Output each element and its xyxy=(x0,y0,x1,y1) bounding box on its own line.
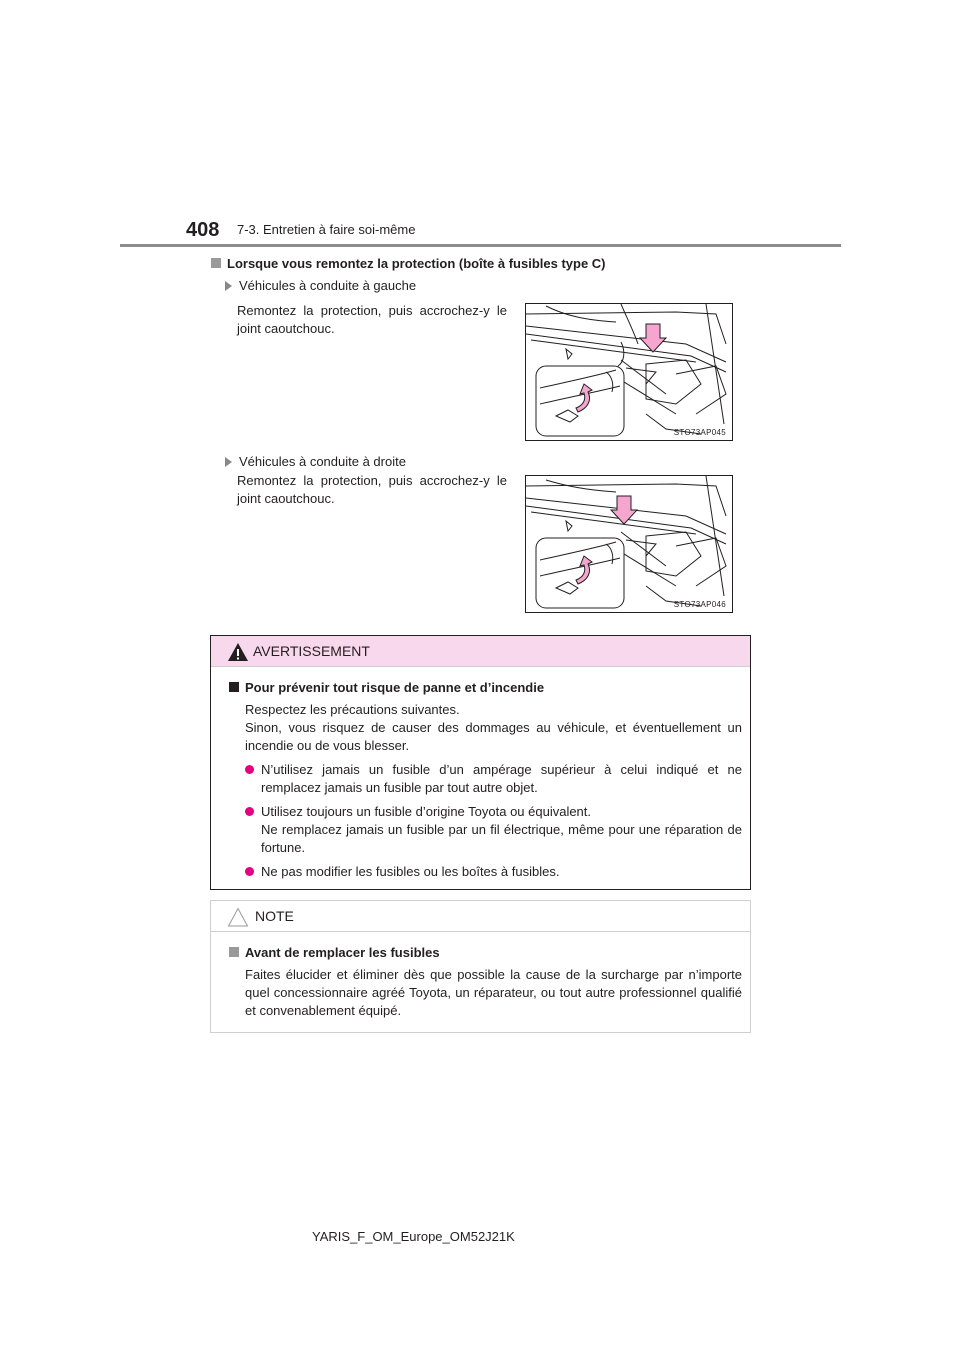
warning-intro: Respectez les précautions suivantes. xyxy=(245,702,460,717)
warning-bullet xyxy=(229,803,742,857)
lhd-label-text: Véhicules à conduite à gauche xyxy=(239,278,417,293)
section-title-text: Lorsque vous remontez la protection (boîte à fusibles type C) xyxy=(227,256,606,271)
warning-box xyxy=(210,635,751,890)
square-bullet-icon xyxy=(229,682,239,692)
page-number: 408 xyxy=(186,219,220,241)
warning-bullet-text: Utilisez toujours un fusible d’origine Toyota ou équivalent. xyxy=(261,804,592,819)
note-text: Faites élucider et éliminer dès que possible la cause de la surcharge par n’importe quel concessionnaire agréé Toyota, un réparateur, ou tout autre professionnel qualifié et convenablement équipé. xyxy=(245,967,742,1018)
bullet-dot-icon xyxy=(245,765,254,774)
warning-header xyxy=(211,636,750,667)
note-title xyxy=(229,944,742,962)
rhd-figure xyxy=(525,475,733,613)
triangle-bullet-icon xyxy=(225,457,232,467)
warning-title xyxy=(229,679,742,697)
figure-code-lhd: STO73AP045 xyxy=(673,428,726,437)
header-rule xyxy=(120,244,841,247)
warning-bullet xyxy=(229,761,742,797)
warning-bullet-text: N’utilisez jamais un fusible d’un ampérage supérieur à celui indiqué et ne remplacez jamais un fusible par tout autre objet. xyxy=(261,762,742,795)
square-bullet-icon xyxy=(229,947,239,957)
lhd-instruction: Remontez la protection, puis accrochez-y le joint caoutchouc. xyxy=(237,303,507,336)
note-header xyxy=(211,901,750,932)
lhd-figure xyxy=(525,303,733,441)
caution-triangle-icon xyxy=(227,907,249,927)
lhd-label xyxy=(225,278,416,293)
breadcrumb: 7-3. Entretien à faire soi-même xyxy=(237,222,416,237)
rhd-label xyxy=(225,454,406,469)
square-bullet-icon xyxy=(211,258,221,268)
bullet-dot-icon xyxy=(245,807,254,816)
warning-bullet-text: Ne pas modifier les fusibles ou les boîtes à fusibles. xyxy=(261,864,560,879)
warning-triangle-icon xyxy=(227,642,249,662)
triangle-bullet-icon xyxy=(225,281,232,291)
note-title-text: Avant de remplacer les fusibles xyxy=(245,945,440,960)
engine-bay-illustration-lhd xyxy=(526,304,732,440)
section-title xyxy=(211,256,606,271)
warning-intro-2: Sinon, vous risquez de causer des dommages au véhicule, et éventuellement un incendie ou de vous blesser. xyxy=(245,720,742,753)
rhd-instruction: Remontez la protection, puis accrochez-y le joint caoutchouc. xyxy=(237,473,507,506)
warning-title-text: Pour prévenir tout risque de panne et d’incendie xyxy=(245,680,545,695)
rhd-label-text: Véhicules à conduite à droite xyxy=(239,454,406,469)
bullet-dot-icon xyxy=(245,867,254,876)
warning-bullet xyxy=(229,863,742,881)
warning-heading: AVERTISSEMENT xyxy=(253,643,370,659)
engine-bay-illustration-rhd xyxy=(526,476,732,612)
warning-bullet-extra: Ne remplacez jamais un fusible par un fil électrique, même pour une réparation de fortune. xyxy=(261,822,742,855)
note-box xyxy=(210,900,751,1033)
figure-code-rhd: STO73AP046 xyxy=(673,600,726,609)
note-heading: NOTE xyxy=(255,908,294,924)
footer-code: YARIS_F_OM_Europe_OM52J21K xyxy=(312,1229,515,1244)
